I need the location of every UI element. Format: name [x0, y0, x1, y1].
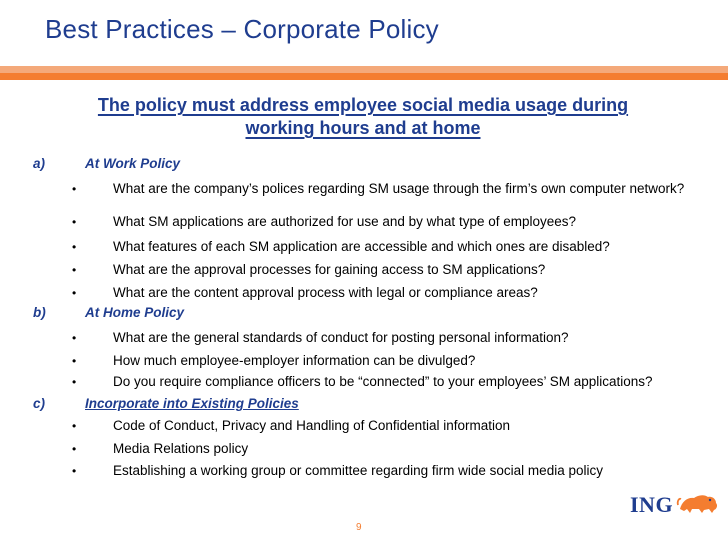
bullet-dot: •: [72, 240, 77, 254]
bullet-text: What are the general standards of conduct for posting personal information?: [113, 330, 569, 345]
lion-icon: [676, 489, 720, 520]
bullet-text: What features of each SM application are accessible and which ones are disabled?: [113, 239, 610, 254]
list-item: [72, 353, 692, 369]
page-number: 9: [356, 522, 362, 533]
subtitle: [58, 94, 668, 140]
section-letter: a): [33, 156, 46, 171]
bullet-dot: •: [72, 375, 77, 389]
bullet-dot: •: [72, 286, 77, 300]
bullet-text: Media Relations policy: [113, 441, 249, 456]
section-heading-a: [33, 156, 180, 171]
section-letter: b): [33, 305, 46, 320]
bullet-dot: •: [72, 354, 77, 368]
list-item: [72, 330, 692, 346]
list-item: [72, 181, 692, 197]
bullet-text: Code of Conduct, Privacy and Handling of Confidential information: [113, 418, 510, 433]
list-item: [72, 262, 692, 278]
list-item: [72, 214, 692, 230]
list-item: [72, 463, 692, 479]
bullet-text: What are the content approval process with legal or compliance areas?: [113, 285, 538, 300]
bullet-text: How much employee-employer information can be divulged?: [113, 353, 476, 368]
section-heading-text: At Home Policy: [85, 305, 185, 320]
logo-text: ING: [630, 491, 674, 517]
list-item: [72, 239, 692, 255]
ing-logo: [630, 489, 720, 520]
list-item: [72, 285, 692, 301]
section-heading-b: [33, 305, 184, 320]
bullet-text: Establishing a working group or committee regarding firm wide social media policy: [113, 463, 603, 478]
bullet-dot: •: [72, 419, 77, 433]
bullet-dot: •: [72, 442, 77, 456]
bullet-dot: •: [72, 464, 77, 478]
subtitle-line-1: The policy must address employee social media usage during: [97, 95, 629, 115]
section-heading-text: At Work Policy: [85, 156, 181, 171]
subtitle-line-2: working hours and at home: [245, 118, 481, 138]
section-heading-text: Incorporate into Existing Policies: [85, 396, 299, 411]
bullet-dot: •: [72, 215, 77, 229]
list-item: [72, 418, 692, 434]
list-item: [72, 441, 692, 457]
list-item: [72, 374, 692, 390]
bullet-text: What are the company’s polices regarding SM usage through the firm’s own computer network?: [113, 181, 685, 196]
title-rule: [0, 66, 728, 80]
slide-title: Best Practices – Corporate Policy: [45, 14, 439, 44]
bullet-text: What SM applications are authorized for use and by what type of employees?: [113, 214, 577, 229]
section-letter: c): [33, 396, 46, 411]
section-heading-c: [33, 396, 299, 411]
bullet-dot: •: [72, 263, 77, 277]
bullet-text: Do you require compliance officers to be “connected” to your employees’ SM applications?: [113, 374, 653, 389]
bullet-dot: •: [72, 182, 77, 196]
bullet-dot: •: [72, 331, 77, 345]
bullet-text: What are the approval processes for gaining access to SM applications?: [113, 262, 546, 277]
